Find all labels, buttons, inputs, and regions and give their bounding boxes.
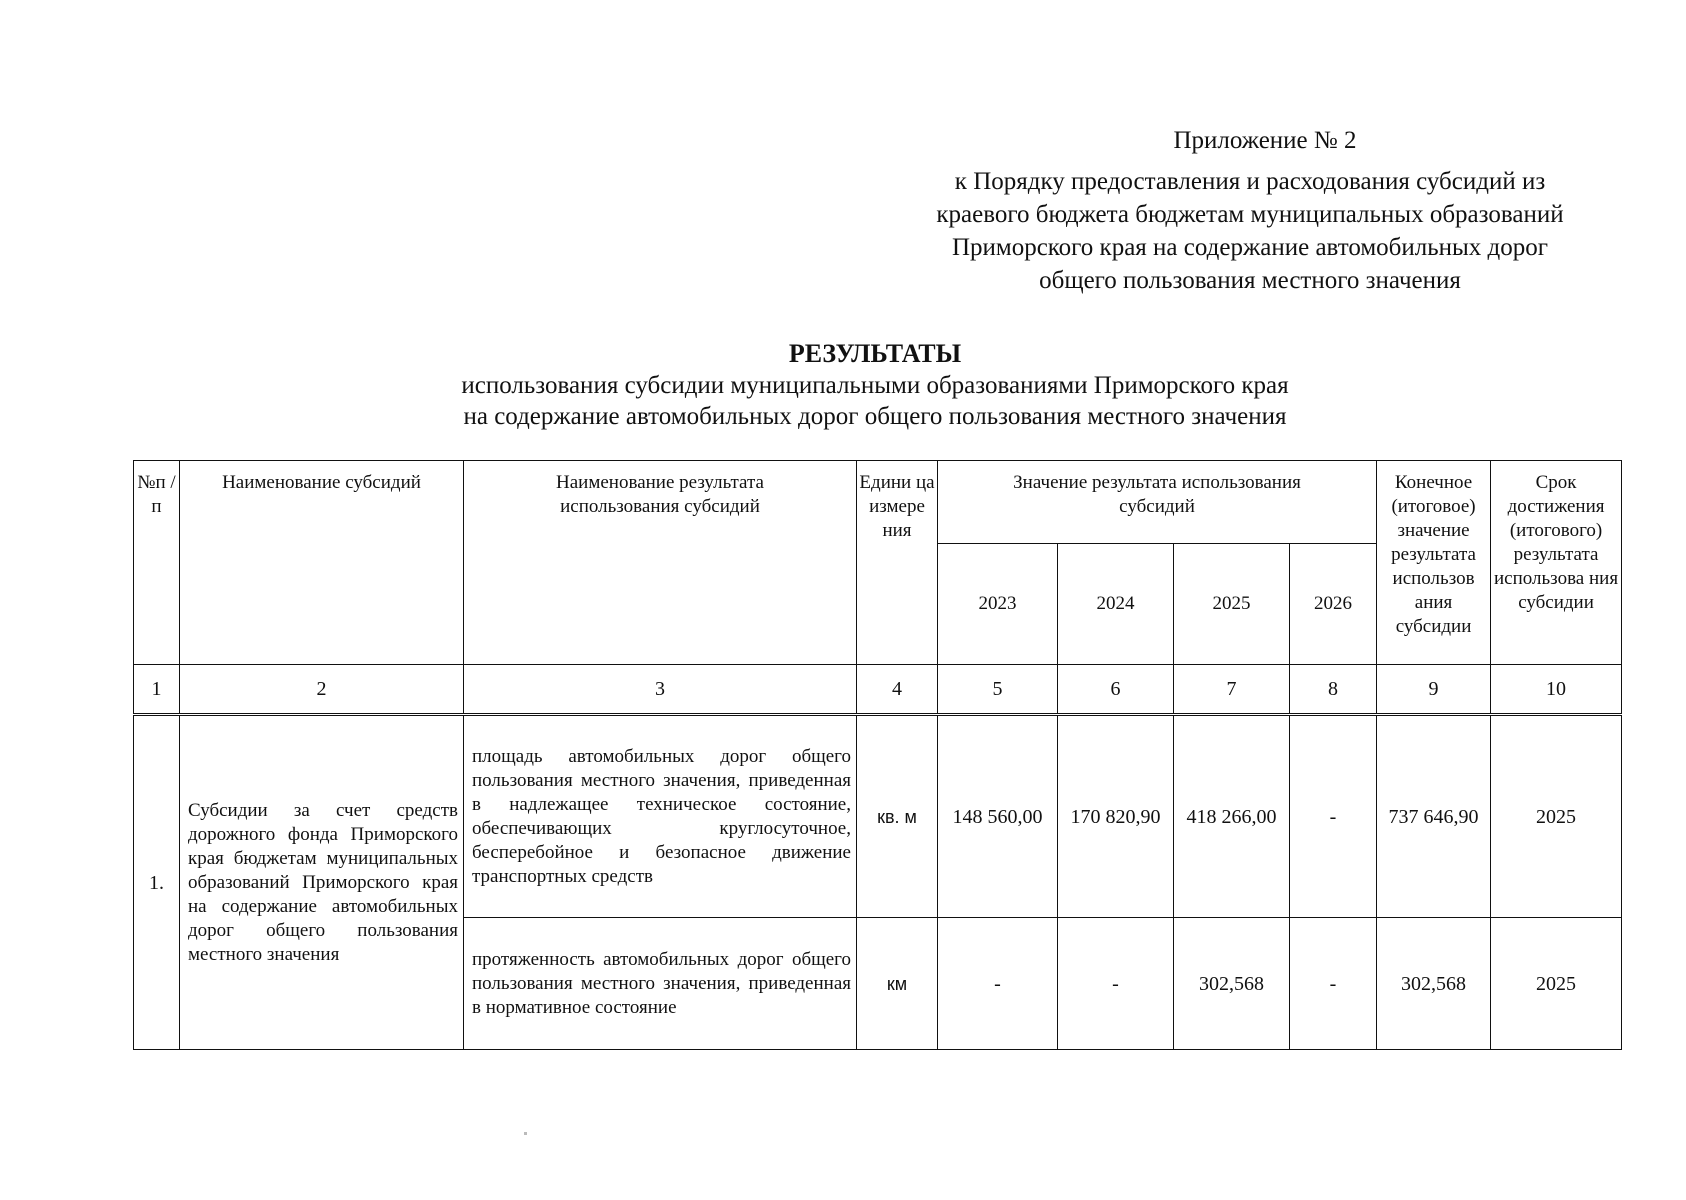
value-2025: 418 266,00 [1174, 716, 1290, 918]
value-2023: - [938, 918, 1058, 1050]
value-2024: 170 820,90 [1058, 716, 1174, 918]
header-year: 2026 [1290, 544, 1377, 665]
document-heading [300, 338, 1450, 432]
column-number: 10 [1491, 665, 1622, 714]
header-deadline: Срок достижения (итогового) результата использова ния субсидии [1491, 461, 1622, 665]
table-row [134, 716, 1622, 918]
header-subsidy-name: Наименование субсидий [180, 461, 464, 665]
header-unit: Едини ца измере ния [857, 461, 938, 665]
header-final-value: Конечное (итоговое) значение результата использов ания субсидии [1377, 461, 1491, 665]
header-no: №п /п [134, 461, 180, 665]
result-name: площадь автомобильных дорог общего пользования местного значения, приведенная в надлежащее техническое состояние, обеспечивающих круглосуточное, бесперебойное и безопасное движение транспортных средств [464, 716, 857, 918]
result-unit: кв. м [857, 716, 938, 918]
column-number: 7 [1174, 665, 1290, 714]
appendix-number: Приложение № 2 [1173, 127, 1357, 154]
column-number: 1 [134, 665, 180, 714]
header-year: 2024 [1058, 544, 1174, 665]
header-year: 2025 [1174, 544, 1290, 665]
column-number: 4 [857, 665, 938, 714]
value-2026: - [1290, 716, 1377, 918]
column-number: 2 [180, 665, 464, 714]
results-table-body [133, 715, 1622, 1050]
value-2025: 302,568 [1174, 918, 1290, 1050]
results-table-header [133, 460, 1622, 714]
deadline: 2025 [1491, 716, 1622, 918]
final-value: 302,568 [1377, 918, 1491, 1050]
value-2024: - [1058, 918, 1174, 1050]
deadline: 2025 [1491, 918, 1622, 1050]
subsidy-name: Субсидии за счет средств дорожного фонда Приморского края бюджетам муниципальных образований Приморского края на содержание автомобильных дорог общего пользования местного значения [180, 716, 464, 1050]
column-number: 6 [1058, 665, 1174, 714]
document-title: РЕЗУЛЬТАТЫ [788, 339, 962, 368]
header-result-name: Наименование результата использования субсидий [464, 461, 857, 665]
final-value: 737 646,90 [1377, 716, 1491, 918]
column-number: 5 [938, 665, 1058, 714]
header-year: 2023 [938, 544, 1058, 665]
appendix-line: общего пользования местного значения [1039, 267, 1461, 294]
row-number: 1. [134, 716, 180, 1050]
value-2023: 148 560,00 [938, 716, 1058, 918]
result-name: протяженность автомобильных дорог общего пользования местного значения, приведенная в нормативное состояние [464, 918, 857, 1050]
header-value-group: Значение результата использования субсидий [938, 461, 1377, 544]
document-subtitle: на содержание автомобильных дорог общего пользования местного значения [463, 403, 1287, 430]
scan-speck [524, 1132, 527, 1135]
appendix-line: к Порядку предоставления и расходования субсидий из [954, 168, 1546, 195]
column-number: 3 [464, 665, 857, 714]
result-unit: км [857, 918, 938, 1050]
appendix-line: краевого бюджета бюджетам муниципальных образований [936, 201, 1564, 228]
value-2026: - [1290, 918, 1377, 1050]
column-number: 9 [1377, 665, 1491, 714]
appendix-block [890, 124, 1610, 297]
document-subtitle: использования субсидии муниципальными образованиями Приморского края [461, 372, 1289, 399]
column-number: 8 [1290, 665, 1377, 714]
appendix-line: Приморского края на содержание автомобильных дорог [951, 234, 1549, 261]
